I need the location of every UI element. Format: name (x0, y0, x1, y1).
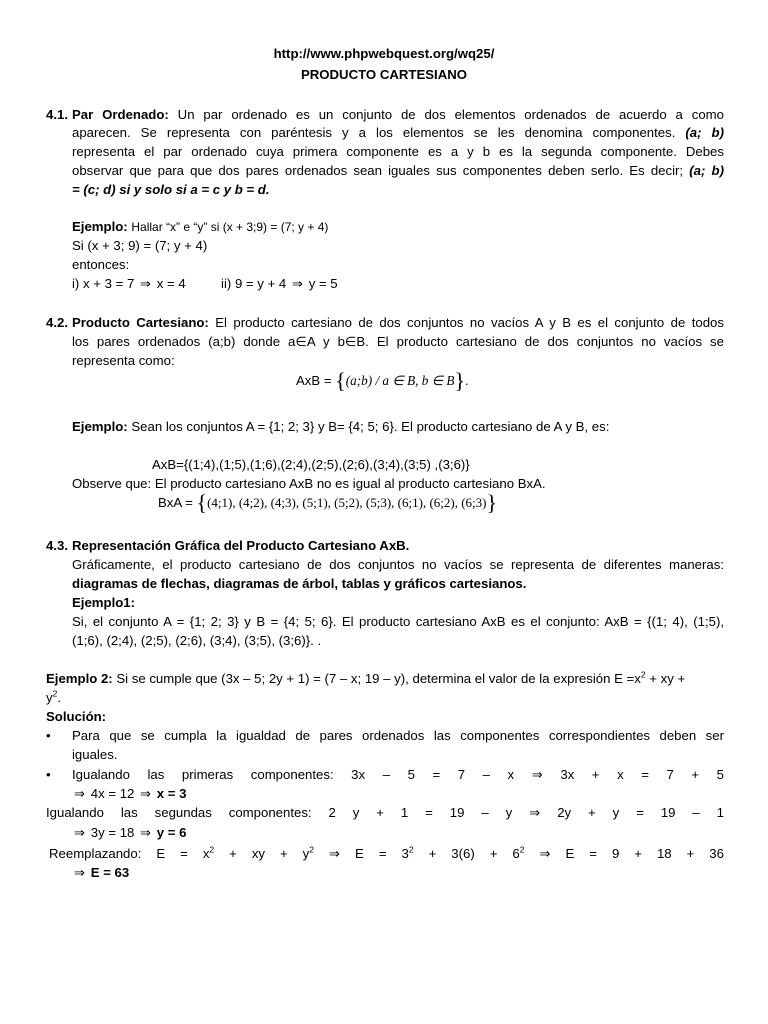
s41-line3: representa el par ordenado cuya primera componente es a y b es la segunda componente. Debes (72, 144, 724, 159)
s41-entonces: entonces: (72, 257, 130, 272)
bullet-icon: • (46, 728, 51, 743)
bullet2-line1: Igualando las primeras componentes: 3x – 5 = 7 – x ⇒ 3x + x = 7 + 5 (72, 767, 724, 782)
implies-icon: ⇒ (74, 825, 86, 840)
s41-line4: observar que para que dos pares ordenados sean iguales sus componentes deben serlo. Es decir; (a; b) (72, 163, 724, 178)
implies-icon: ⇒ (139, 276, 152, 291)
segundas-line2: ⇒ 3y = 18 ⇒ y = 6 (74, 825, 187, 840)
s42-line2: los pares ordenados (a;b) donde a∈A y b∈B. El producto cartesiano de dos conjuntos no vacíos se (72, 334, 724, 349)
s43-example1: Ejemplo1: (72, 595, 136, 610)
implies-icon: ⇒ (140, 786, 152, 801)
bullet1-line1: Para que se cumpla la igualdad de pares ordenados las componentes correspondientes deben ser (72, 728, 724, 743)
s41-si: Si (x + 3; 9) = (7; y + 4) (72, 238, 208, 253)
implies-icon: ⇒ (329, 846, 341, 861)
cartesian-formula: AxB = {(a;b) / a ∈ B, b ∈ B}. (296, 368, 469, 393)
bxa-set: BxA = {(4;1), (4;2), (4;3), (5;1), (5;2), (5;3), (6;1), (6;2), (6;3)} (158, 490, 498, 515)
implies-icon: ⇒ (140, 825, 152, 840)
s42-heading: Producto Cartesiano: (72, 315, 209, 330)
s43-line2: diagramas de flechas, diagramas de árbol, tablas y gráficos cartesianos. (72, 576, 527, 591)
bullet-icon: • (46, 767, 51, 782)
s41-heading: Par Ordenado: (72, 107, 169, 122)
implies-icon: ⇒ (531, 767, 543, 782)
s41-line5: = (c; d) si y solo si a = c y b = d. (72, 182, 270, 197)
implies-icon: ⇒ (291, 276, 304, 291)
implies-icon: ⇒ (74, 865, 86, 880)
implies-icon: ⇒ (539, 846, 551, 861)
source-url: http://www.phpwebquest.org/wq25/ (273, 46, 495, 61)
section-number: 4.3. (46, 538, 68, 553)
s43-ej1-line2: (1;6), (2;4), (2;5), (2;6), (3;4), (3;5), (3;6)}. . (72, 633, 322, 648)
axb-set: AxB={(1;4),(1;5),(1;6),(2;4),(2;5),(2;6),(3;4),(3;5) ,(3;6)} (152, 457, 470, 472)
implies-icon: ⇒ (529, 805, 541, 820)
reemplazando-line1: Reemplazando: $E = x^2$ + xy + $y^2$ ⇒ $E = 3^2 + 3(6) + 6^2$ ⇒ E = 9 + 18 + 36 (49, 844, 724, 861)
s41-results: i) x + 3 = 7 ⇒ x = 4 ii) 9 = y + 4 ⇒ y = 5 (72, 276, 338, 291)
s42-line3: representa como: (72, 353, 175, 368)
s41-example: Ejemplo: Hallar “x” e “y” si (x + 3;9) = (7; y + 4) (72, 219, 329, 234)
segundas-line1: Igualando las segundas componentes: 2 y + 1 = 19 – y ⇒ 2y + y = 19 – 1 (46, 805, 725, 820)
page-title: PRODUCTO CARTESIANO (300, 67, 468, 82)
section-number: 4.2. (46, 315, 68, 330)
implies-icon: ⇒ (74, 786, 86, 801)
solution-heading: Solución: (46, 709, 107, 724)
bullet2-line2: ⇒ 4x = 12 ⇒ x = 3 (74, 786, 187, 801)
s42-observe: Observe que: El producto cartesiano AxB no es igual al producto cartesiano BxA. (72, 476, 546, 491)
ej2-line2: $y^2$. (46, 688, 61, 705)
final-result: ⇒ E = 63 (74, 865, 130, 880)
s41-line1: Par Ordenado: Un par ordenado es un conjunto de dos elementos ordenados de acuerdo a como (72, 107, 724, 122)
s43-ej1-line1: Si, el conjunto A = {1; 2; 3} y B = {4; 5; 6}. El producto cartesiano AxB es el conjunto: AxB = {(1; 4), (1;5), (72, 614, 724, 629)
s41-line2: aparecen. Se representa con paréntesis y a los elementos se les denomina componentes. (a; b) (72, 125, 724, 140)
s43-heading: Representación Gráfica del Producto Cartesiano AxB. (72, 538, 410, 553)
section-number: 4.1. (46, 107, 68, 122)
ej2-line1: Ejemplo 2: Si se cumple que (3x – 5; 2y + 1) = (7 – x; 19 – y), determina el valor de la expresión $E =x^2$ + xy + (46, 669, 686, 686)
s42-line1: Producto Cartesiano: El producto cartesiano de dos conjuntos no vacíos A y B es el conjunto de todos (72, 315, 724, 330)
bullet1-line2: iguales. (72, 747, 118, 762)
s43-line1: Gráficamente, el producto cartesiano de dos conjuntos no vacíos se representa de diferentes maneras: (72, 557, 724, 572)
s42-example: Ejemplo: Sean los conjuntos A = {1; 2; 3} y B= {4; 5; 6}. El producto cartesiano de A y B, es: (72, 419, 610, 434)
